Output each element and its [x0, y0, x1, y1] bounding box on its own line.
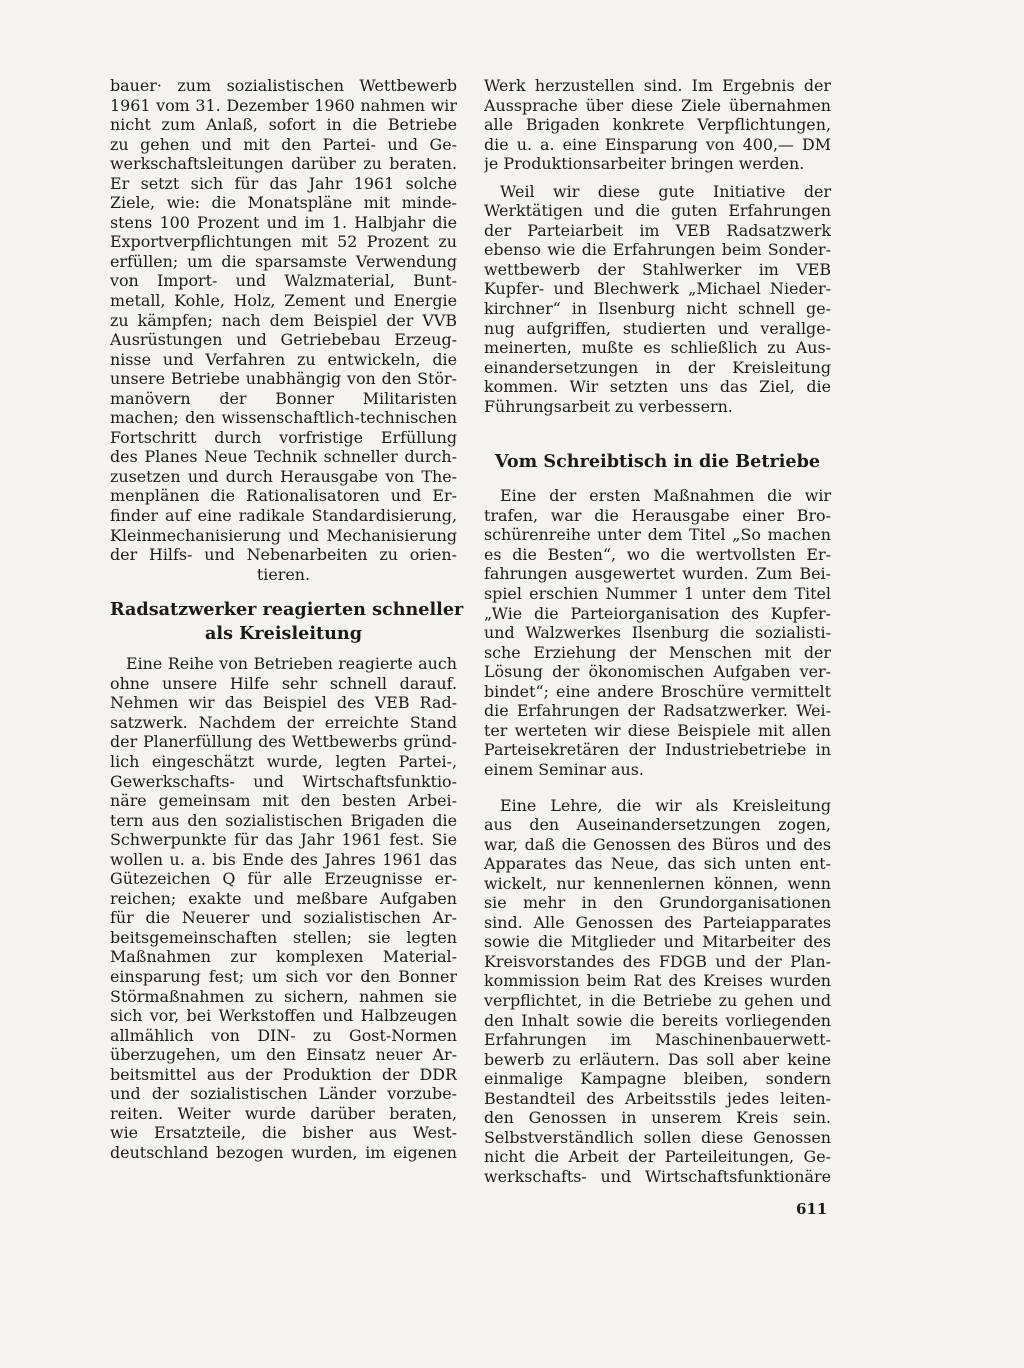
text-line: Exportverpflichtungen mit 52 Prozent zu [110, 232, 457, 252]
text-line: machen; den wissenschaftlich-technischen [110, 408, 457, 428]
text-line: sche Erziehung der Menschen mit der [484, 642, 831, 662]
text-line: stens 100 Prozent und im 1. Halbjahr die [110, 212, 457, 232]
text-line: ohne unsere Hilfe sehr schnell darauf. [110, 673, 457, 693]
text-line: der Parteiarbeit im VEB Radsatzwerk [484, 220, 831, 240]
text-line: Ziele, wie: die Monatspläne mit minde- [110, 193, 457, 213]
text-line: lich eingeschätzt wurde, legten Partei-, [110, 751, 457, 771]
text-line: spiel erschien Nummer 1 unter dem Titel [484, 584, 831, 604]
text-line: und der sozialistischen Länder vorzube- [110, 1084, 457, 1104]
text-line: kirchner“ in Ilsenburg nicht schnell ge- [484, 299, 831, 319]
text-line: Er setzt sich für das Jahr 1961 solche [110, 173, 457, 193]
text-line: zu kämpfen; nach dem Beispiel der VVB [110, 310, 457, 330]
text-line: nug aufgriffen, studierten und verallge- [484, 318, 831, 338]
text-line: nicht zum Anlaß, sofort in die Betriebe [110, 115, 457, 135]
text-line: Werktätigen und die guten Erfahrungen [484, 201, 831, 221]
text-line: je Produktionsarbeiter bringen werden. [484, 154, 805, 174]
text-line: für die Neuerer und sozialistischen Ar- [110, 908, 457, 928]
text-line: Apparates das Neue, das sich unten ent- [484, 854, 831, 874]
heading-line: als Kreisleitung [204, 623, 363, 645]
text-line: Kleinmechanisierung und Mechanisierung [110, 525, 457, 545]
text-line: sowie die Mitglieder und Mitarbeiter des [484, 932, 831, 952]
page-number: 611 [796, 1200, 828, 1218]
text-line: des Planes Neue Technik schneller durch- [110, 447, 457, 467]
text-line: die u. a. eine Einsparung von 400,— DM [484, 134, 831, 154]
text-line: Erfahrungen im Maschinenbauerwett- [484, 1030, 831, 1050]
text-line: kommen. Wir setzten uns das Ziel, die [484, 377, 831, 397]
text-line: wie Ersatzteile, die bisher aus West- [110, 1123, 457, 1143]
text-line: fahrungen ausgewertet wurden. Zum Bei- [484, 564, 831, 584]
text-line: sind. Alle Genossen des Parteiapparates [484, 912, 831, 932]
text-line: Bestandteil des Arbeitsstils jedes leiten- [484, 1088, 831, 1108]
text-line: war, daß die Genossen des Büros und des [484, 834, 831, 854]
text-line: Eine der ersten Maßnahmen die wir [500, 486, 831, 506]
text-line: reichen; exakte und meßbare Aufgaben [110, 888, 457, 908]
text-line: es die Besten“, wo die wertvollsten Er- [484, 544, 831, 564]
text-line: metall, Kohle, Holz, Zement und Energie [110, 291, 457, 311]
text-line: tern aus den sozialistischen Brigaden die [110, 810, 457, 830]
text-line: aus den Auseinandersetzungen zogen, [484, 815, 831, 835]
text-line: reiten. Weiter wurde darüber beraten, [110, 1103, 457, 1123]
text-line: von Import- und Walzmaterial, Bunt- [110, 271, 457, 291]
section-heading-schreibtisch: Vom Schreibtisch in die Betriebe [494, 451, 821, 473]
text-line: „Wie die Parteiorganisation des Kupfer- [484, 603, 831, 623]
left-paragraph-1 [110, 76, 457, 584]
left-column [110, 76, 464, 1162]
text-line: sich vor, bei Werkstoffen und Halbzeugen [110, 1006, 457, 1026]
text-line: meinerten, mußte es schließlich zu Aus- [484, 338, 831, 358]
text-line: einmalige Kampagne bleiben, sondern [484, 1069, 831, 1089]
text-line: bewerb zu erläutern. Das soll aber keine [484, 1049, 831, 1069]
text-line: erfüllen; um die sparsamste Verwendung [110, 251, 457, 271]
text-line: menplänen die Rationalisatoren und Er- [110, 486, 457, 506]
text-line: die Erfahrungen der Radsatzwerker. Wei- [484, 701, 831, 721]
text-line: einsparung fest; um sich vor den Bonner [110, 966, 457, 986]
text-line: deutschland bezogen wurden, im eigenen [110, 1142, 457, 1162]
text-line: unsere Betriebe unabhängig von den Stör- [110, 369, 457, 389]
text-line: allmählich von DIN- zu Gost-Normen [110, 1025, 457, 1045]
text-line: nicht die Arbeit der Parteileitungen, Ge- [484, 1147, 831, 1167]
heading-line: Radsatzwerker reagierten schneller [110, 599, 464, 621]
text-line: manövern der Bonner Militaristen [110, 388, 457, 408]
text-line: Gewerkschafts- und Wirtschaftsfunktio- [110, 771, 457, 791]
text-line: nisse und Verfahren zu entwickeln, die [110, 349, 457, 369]
text-line: alle Brigaden konkrete Verpflichtungen, [484, 115, 831, 135]
text-line: einandersetzungen in der Kreisleitung [484, 357, 831, 377]
text-line: den Inhalt sowie die bereits vorliegenden [484, 1010, 831, 1030]
text-line: zu gehen und mit den Partei- und Ge- [110, 134, 457, 154]
text-line: Schwerpunkte für das Jahr 1961 fest. Sie [110, 830, 457, 850]
text-line: Führungsarbeit zu verbessern. [484, 396, 733, 416]
right-paragraph-4 [484, 796, 831, 1187]
right-paragraph-2 [484, 182, 831, 417]
text-line: werkschaftsleitungen darüber zu beraten. [110, 154, 457, 174]
text-line: trafen, war die Herausgabe einer Bro- [484, 505, 831, 525]
text-line: schürenreihe unter dem Titel „So machen [484, 525, 831, 545]
text-line: zusetzen und durch Herausgabe von The- [110, 466, 457, 486]
text-line: wollen u. a. bis Ende des Jahres 1961 das [110, 849, 457, 869]
right-paragraph-1 [484, 76, 831, 174]
text-line: Gütezeichen Q für alle Erzeugnisse er- [110, 869, 457, 889]
text-line: sie mehr in den Grundorganisationen [484, 893, 831, 913]
text-line: wettbewerb der Stahlwerker im VEB [484, 259, 831, 279]
right-paragraph-3 [484, 486, 831, 779]
text-line: und Walzwerkes Ilsenburg die sozialisti- [484, 623, 831, 643]
text-line: ter werteten wir diese Beispiele mit allen [484, 720, 831, 740]
text-line: Selbstverständlich sollen diese Genossen [484, 1127, 831, 1147]
text-line: Kupfer- und Blechwerk „Michael Nieder- [484, 279, 831, 299]
text-line: ebenso wie die Erfahrungen beim Sonder- [484, 240, 831, 260]
text-line: Lösung der ökonomischen Aufgaben ver- [484, 662, 831, 682]
text-line: Nehmen wir das Beispiel des VEB Rad- [110, 693, 457, 713]
text-line: Kreisvorstandes des FDGB und der Plan- [484, 951, 831, 971]
text-line: der Hilfs- und Nebenarbeiten zu orien- [110, 545, 457, 565]
text-line: den Genossen in unserem Kreis sein. [484, 1108, 831, 1128]
text-line: Werk herzustellen sind. Im Ergebnis der [484, 76, 831, 95]
text-line: bauer· zum sozialistischen Wettbewerb [110, 76, 457, 95]
text-line: bindet“; eine andere Broschüre vermittelt [484, 681, 831, 701]
text-line: verpflichtet, in die Betriebe zu gehen und [484, 990, 831, 1010]
text-line: Eine Reihe von Betrieben reagierte auch [126, 654, 457, 674]
section-heading-radsatzwerker [110, 598, 464, 646]
text-line: tieren. [256, 564, 311, 584]
text-line: beitsgemeinschaften stellen; sie legten [110, 927, 457, 947]
text-line: Ausrüstungen und Getriebebau Erzeug- [110, 330, 457, 350]
text-line: kommission beim Rat des Kreises wurden [484, 971, 831, 991]
text-line: beitsmittel aus der Produktion der DDR [110, 1064, 457, 1084]
text-line: Weil wir diese gute Initiative der [500, 181, 831, 201]
text-line: Eine Lehre, die wir als Kreisleitung [500, 795, 831, 815]
right-column [484, 76, 831, 1186]
text-line: einem Seminar aus. [484, 759, 644, 779]
text-line: wickelt, nur kennenlernen können, wenn [484, 873, 831, 893]
text-line: satzwerk. Nachdem der erreichte Stand [110, 712, 457, 732]
text-line: Parteisekretären der Industriebetriebe in [484, 740, 831, 760]
text-line: Maßnahmen zur komplexen Material- [110, 947, 457, 967]
left-paragraph-2 [110, 654, 457, 1162]
text-line: der Planerfüllung des Wettbewerbs gründ- [110, 732, 457, 752]
text-line: Störmaßnahmen zu sichern, nahmen sie [110, 986, 457, 1006]
text-line: näre gemeinsam mit den besten Arbei- [110, 791, 457, 811]
text-line: Aussprache über diese Ziele übernahmen [484, 95, 831, 115]
text-line: finder auf eine radikale Standardisierung, [110, 506, 457, 526]
text-line: überzugehen, um den Einsatz neuer Ar- [110, 1045, 457, 1065]
text-line: Fortschritt durch vorfristige Erfüllung [110, 427, 457, 447]
text-line: 1961 vom 31. Dezember 1960 nahmen wir [110, 95, 457, 115]
text-line: werkschafts- und Wirtschaftsfunktionäre [484, 1166, 831, 1186]
